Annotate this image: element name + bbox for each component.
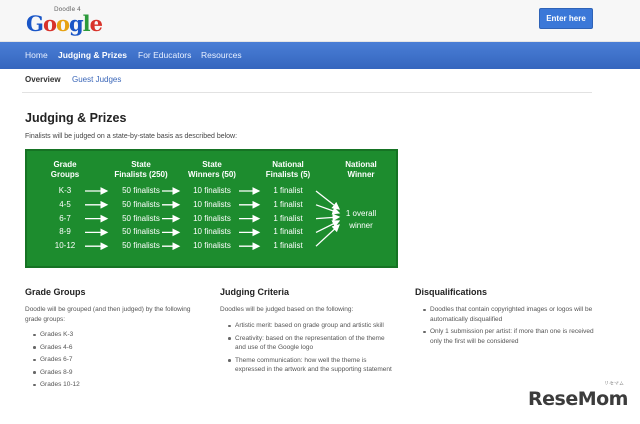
state-finalists-cell: 50 finalists xyxy=(122,213,160,223)
judging-criteria-title: Judging Criteria xyxy=(220,287,290,297)
state-winners-cell: 10 finalists xyxy=(193,213,231,223)
grade-groups-list xyxy=(30,330,190,393)
subnav-overview[interactable]: Overview xyxy=(25,75,61,84)
header-national-winner: National Winner xyxy=(345,160,377,179)
grade-cell: 10-12 xyxy=(54,241,76,251)
nav-judging-prizes[interactable]: Judging & Prizes xyxy=(58,50,127,60)
national-winner-label: 1 overall winner xyxy=(345,209,377,230)
list-item: Grades K-3 xyxy=(30,330,190,340)
nav-home[interactable]: Home xyxy=(25,50,48,60)
header-state-finalists: State Finalists (250) xyxy=(114,160,168,179)
nav-for-educators[interactable]: For Educators xyxy=(138,50,192,60)
main-nav xyxy=(0,42,640,69)
list-item: Doodles that contain copyrighted images or logos will be automatically disqualified xyxy=(420,305,595,324)
site-header xyxy=(0,0,640,42)
judging-criteria-list xyxy=(225,321,393,378)
grade-cell: 4-5 xyxy=(59,199,71,209)
logo-wordmark: Google xyxy=(26,11,103,36)
resemom-watermark-ruby: リセマム xyxy=(604,381,624,387)
list-item: Grades 6-7 xyxy=(30,355,190,365)
header-grade-groups: Grade Groups xyxy=(50,160,80,179)
judging-flow-board xyxy=(25,149,398,268)
state-finalists-cell: 50 finalists xyxy=(122,186,160,195)
national-finalists-cell: 1 finalist xyxy=(273,241,303,251)
list-item: Grades 4-6 xyxy=(30,343,190,353)
list-item: Grades 8-9 xyxy=(30,368,190,378)
doodle-4-google-logo[interactable] xyxy=(26,6,103,36)
list-item: Creativity: based on the representation of the theme and use of the Google logo xyxy=(225,334,393,353)
enter-here-button[interactable]: Enter here xyxy=(539,8,593,29)
national-finalists-cell: 1 finalist xyxy=(273,186,303,195)
grade-cell: 6-7 xyxy=(59,213,71,223)
disqualifications-list xyxy=(420,305,595,349)
grade-groups-title: Grade Groups xyxy=(25,287,86,297)
grade-cell: 8-9 xyxy=(59,227,71,237)
judging-criteria-desc: Doodles will be judged based on the following: xyxy=(220,306,354,313)
disqualifications-title: Disqualifications xyxy=(415,287,488,297)
national-finalists-cell: 1 finalist xyxy=(273,213,303,223)
national-finalists-cell: 1 finalist xyxy=(273,227,303,237)
sub-nav xyxy=(22,69,592,93)
intro-text: Finalists will be judged on a state-by-state basis as described below: xyxy=(25,133,238,140)
national-finalists-cell: 1 finalist xyxy=(273,199,303,209)
list-item: Theme communication: how well the theme is expressed in the artwork and the supporting statement xyxy=(225,356,393,375)
nav-resources[interactable]: Resources xyxy=(201,50,242,60)
page-title: Judging & Prizes xyxy=(25,111,127,125)
header-national-finalists: National Finalists (5) xyxy=(265,160,311,179)
state-finalists-cell: 50 finalists xyxy=(122,227,160,237)
resemom-watermark: ReseMom xyxy=(528,388,628,410)
state-finalists-cell: 50 finalists xyxy=(122,199,160,209)
state-winners-cell: 10 finalists xyxy=(193,241,231,251)
state-winners-cell: 10 finalists xyxy=(193,199,231,209)
grade-groups-desc: Doodle will be grouped (and then judged) by the following grade groups: xyxy=(25,306,191,323)
header-state-winners: State Winners (50) xyxy=(188,160,236,179)
state-winners-cell: 10 finalists xyxy=(193,186,231,195)
state-winners-cell: 10 finalists xyxy=(193,227,231,237)
list-item: Grades 10-12 xyxy=(30,380,190,390)
list-item: Artistic merit: based on grade group and artistic skill xyxy=(225,321,393,331)
grade-cell: K-3 xyxy=(58,186,72,195)
state-finalists-cell: 50 finalists xyxy=(122,241,160,251)
subnav-guest-judges[interactable]: Guest Judges xyxy=(72,75,122,84)
list-item: Only 1 submission per artist: if more than one is received only the first will be considered xyxy=(420,327,595,346)
logo-subtitle: Doodle 4 xyxy=(54,6,81,13)
